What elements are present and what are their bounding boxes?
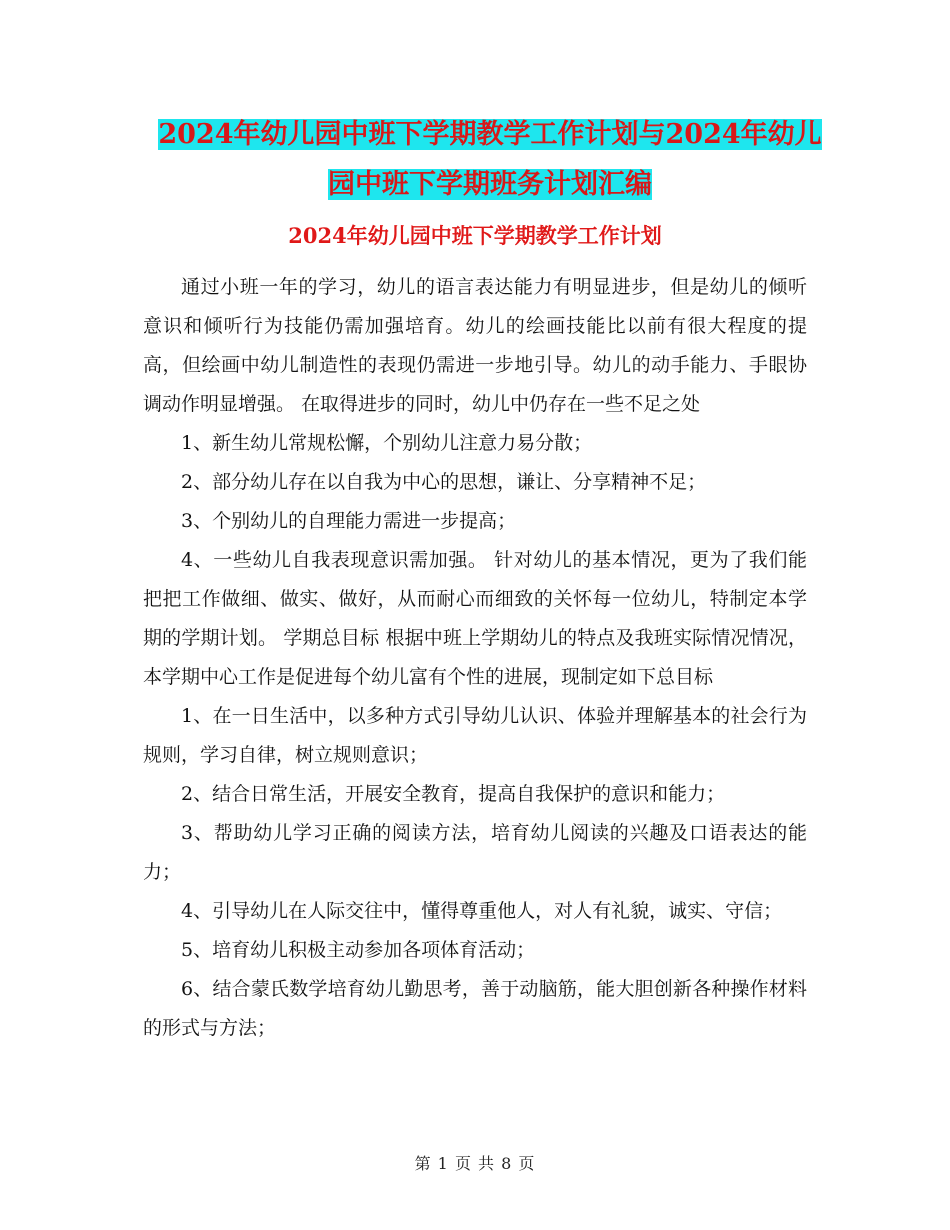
paragraph: 5、培育幼儿积极主动参加各项体育活动； [181, 939, 536, 961]
body-text [143, 268, 807, 1048]
paragraph: 2、部分幼儿存在以自我为中心的思想，谦让、分享精神不足； [181, 471, 707, 493]
paragraph: 4、引导幼儿在人际交往中，懂得尊重他人，对人有礼貌，诚实、守信； [181, 900, 783, 922]
section-title: 2024年幼儿园中班下学期教学工作计划 [288, 223, 662, 248]
document-title [140, 110, 840, 210]
paragraph: 6、结合蒙氏数学培育幼儿勤思考，善于动脑筋，能大胆创新各种操作材料的形式与方法； [143, 978, 807, 1039]
paragraph: 1、新生幼儿常规松懈，个别幼儿注意力易分散； [181, 432, 593, 454]
page-footer: 第 1 页 共 8 页 [414, 1154, 536, 1173]
paragraph: 1、在一日生活中，以多种方式引导幼儿认识、体验并理解基本的社会行为规则，学习自律，树立规则意识； [143, 705, 807, 766]
document-title-line2: 园中班下学期班务计划汇编 [328, 169, 652, 200]
paragraph: 4、一些幼儿自我表现意识需加强。 针对幼儿的基本情况，更为了我们能把把工作做细、做实、做好，从而耐心而细致的关怀每一位幼儿，特制定本学期的学期计划。 学期总目标 根据中班上学期幼儿的特点及我班实际情况情况，本学期中心工作是促进每个幼儿富有个性的进展，现制定如下总目标 [143, 549, 807, 688]
paragraph: 通过小班一年的学习，幼儿的语言表达能力有明显进步，但是幼儿的倾听意识和倾听行为技能仍需加强培育。幼儿的绘画技能比以前有很大程度的提高，但绘画中幼儿制造性的表现仍需进一步地引导。幼儿的动手能力、手眼协调动作明显增强。 在取得进步的同时，幼儿中仍存在一些不足之处 [143, 276, 807, 415]
paragraph: 3、帮助幼儿学习正确的阅读方法，培育幼儿阅读的兴趣及口语表达的能力； [143, 822, 807, 883]
document-title-line1: 2024年幼儿园中班下学期教学工作计划与2024年幼儿 [158, 119, 822, 150]
paragraph: 2、结合日常生活，开展安全教育，提高自我保护的意识和能力； [181, 783, 726, 805]
paragraph: 3、个别幼儿的自理能力需进一步提高； [181, 510, 517, 532]
